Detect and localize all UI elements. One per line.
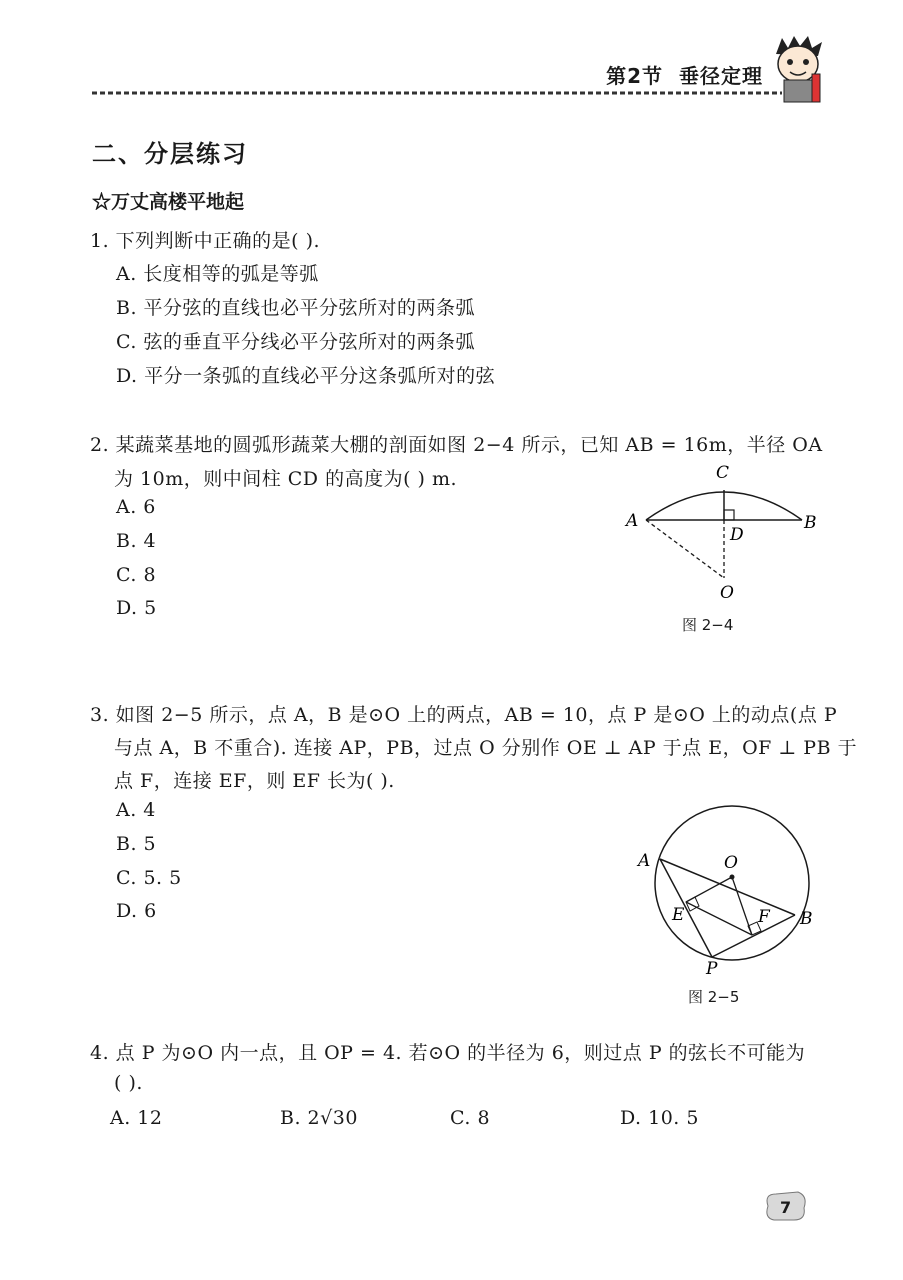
point-o (730, 875, 735, 880)
header-divider (92, 89, 782, 97)
figure-2-4-caption: 图 2−4 (682, 616, 734, 634)
label-a: A (638, 851, 651, 871)
label-b: B (800, 909, 813, 929)
q3-option-c: C. 5. 5 (116, 867, 182, 889)
q2-option-b: B. 4 (116, 530, 157, 552)
right-angle-mark (724, 510, 734, 520)
q3-stem-line3: 点 F，连接 EF，则 EF 长为( ). (114, 770, 395, 792)
section-title: 二、分层练习 (92, 140, 248, 168)
section-name: 垂径定理 (679, 64, 763, 88)
q4-option-b: B. 2√30 (280, 1107, 358, 1129)
q1-option-b: B. 平分弦的直线也必平分弦所对的两条弧 (116, 297, 476, 319)
q3-stem-line2: 与点 A，B 不重合). 连接 AP，PB，过点 O 分别作 OE ⊥ AP 于点 E，OF ⊥ PB 于 (114, 737, 858, 759)
q3-option-d: D. 6 (116, 900, 157, 922)
page-number: 7 (780, 1198, 792, 1217)
q2-option-d: D. 5 (116, 597, 157, 619)
label-p: P (706, 959, 718, 976)
figure-2-5-caption: 图 2−5 (688, 988, 740, 1006)
label-c: C (716, 463, 730, 483)
q3-option-a: A. 4 (116, 799, 156, 821)
label-b: B (804, 513, 817, 533)
circle-o (655, 806, 809, 960)
mascot-icon (768, 34, 828, 106)
segment-ao (646, 520, 724, 578)
q4-option-d: D. 10. 5 (620, 1107, 699, 1129)
chord-ap (660, 859, 712, 957)
q1-option-a: A. 长度相等的弧是等弧 (116, 263, 319, 285)
page-number-badge (762, 1188, 808, 1224)
label-a: A (626, 511, 639, 531)
label-d: D (730, 525, 744, 545)
label-o: O (720, 583, 734, 603)
q1-option-d: D. 平分一条弧的直线必平分这条弧所对的弦 (116, 365, 496, 387)
q4-option-c: C. 8 (450, 1107, 491, 1129)
q2-option-a: A. 6 (116, 496, 156, 518)
label-e: E (672, 905, 685, 925)
q4-stem-line1: 4. 点 P 为⊙O 内一点，且 OP = 4. 若⊙O 的半径为 6，则过点 P 的弦长不可能为 (90, 1042, 806, 1064)
figure-2-4 (620, 458, 820, 608)
section-number: 第2节 (606, 64, 663, 88)
label-o: O (724, 853, 738, 873)
q3-option-b: B. 5 (116, 833, 157, 855)
q2-option-c: C. 8 (116, 564, 157, 586)
chapter-header (590, 60, 763, 89)
subsection-title: ☆万丈高楼平地起 (92, 191, 245, 213)
label-f: F (758, 907, 770, 927)
q3-stem-line1: 3. 如图 2−5 所示，点 A，B 是⊙O 上的两点，AB = 10，点 P 是⊙O 上的动点(点 P (90, 704, 838, 726)
q4-option-a: A. 12 (110, 1107, 163, 1129)
q2-stem-line2: 为 10m，则中间柱 CD 的高度为( ) m. (114, 468, 458, 490)
q2-stem-line1: 2. 某蔬菜基地的圆弧形蔬菜大棚的剖面如图 2−4 所示，已知 AB = 16m，半径 OA (90, 434, 823, 456)
q1-stem: 1. 下列判断中正确的是( ). (90, 230, 321, 252)
q4-stem-line2: ( ). (114, 1072, 143, 1094)
q1-option-c: C. 弦的垂直平分线必平分弦所对的两条弧 (116, 331, 475, 353)
figure-2-5 (630, 796, 820, 976)
